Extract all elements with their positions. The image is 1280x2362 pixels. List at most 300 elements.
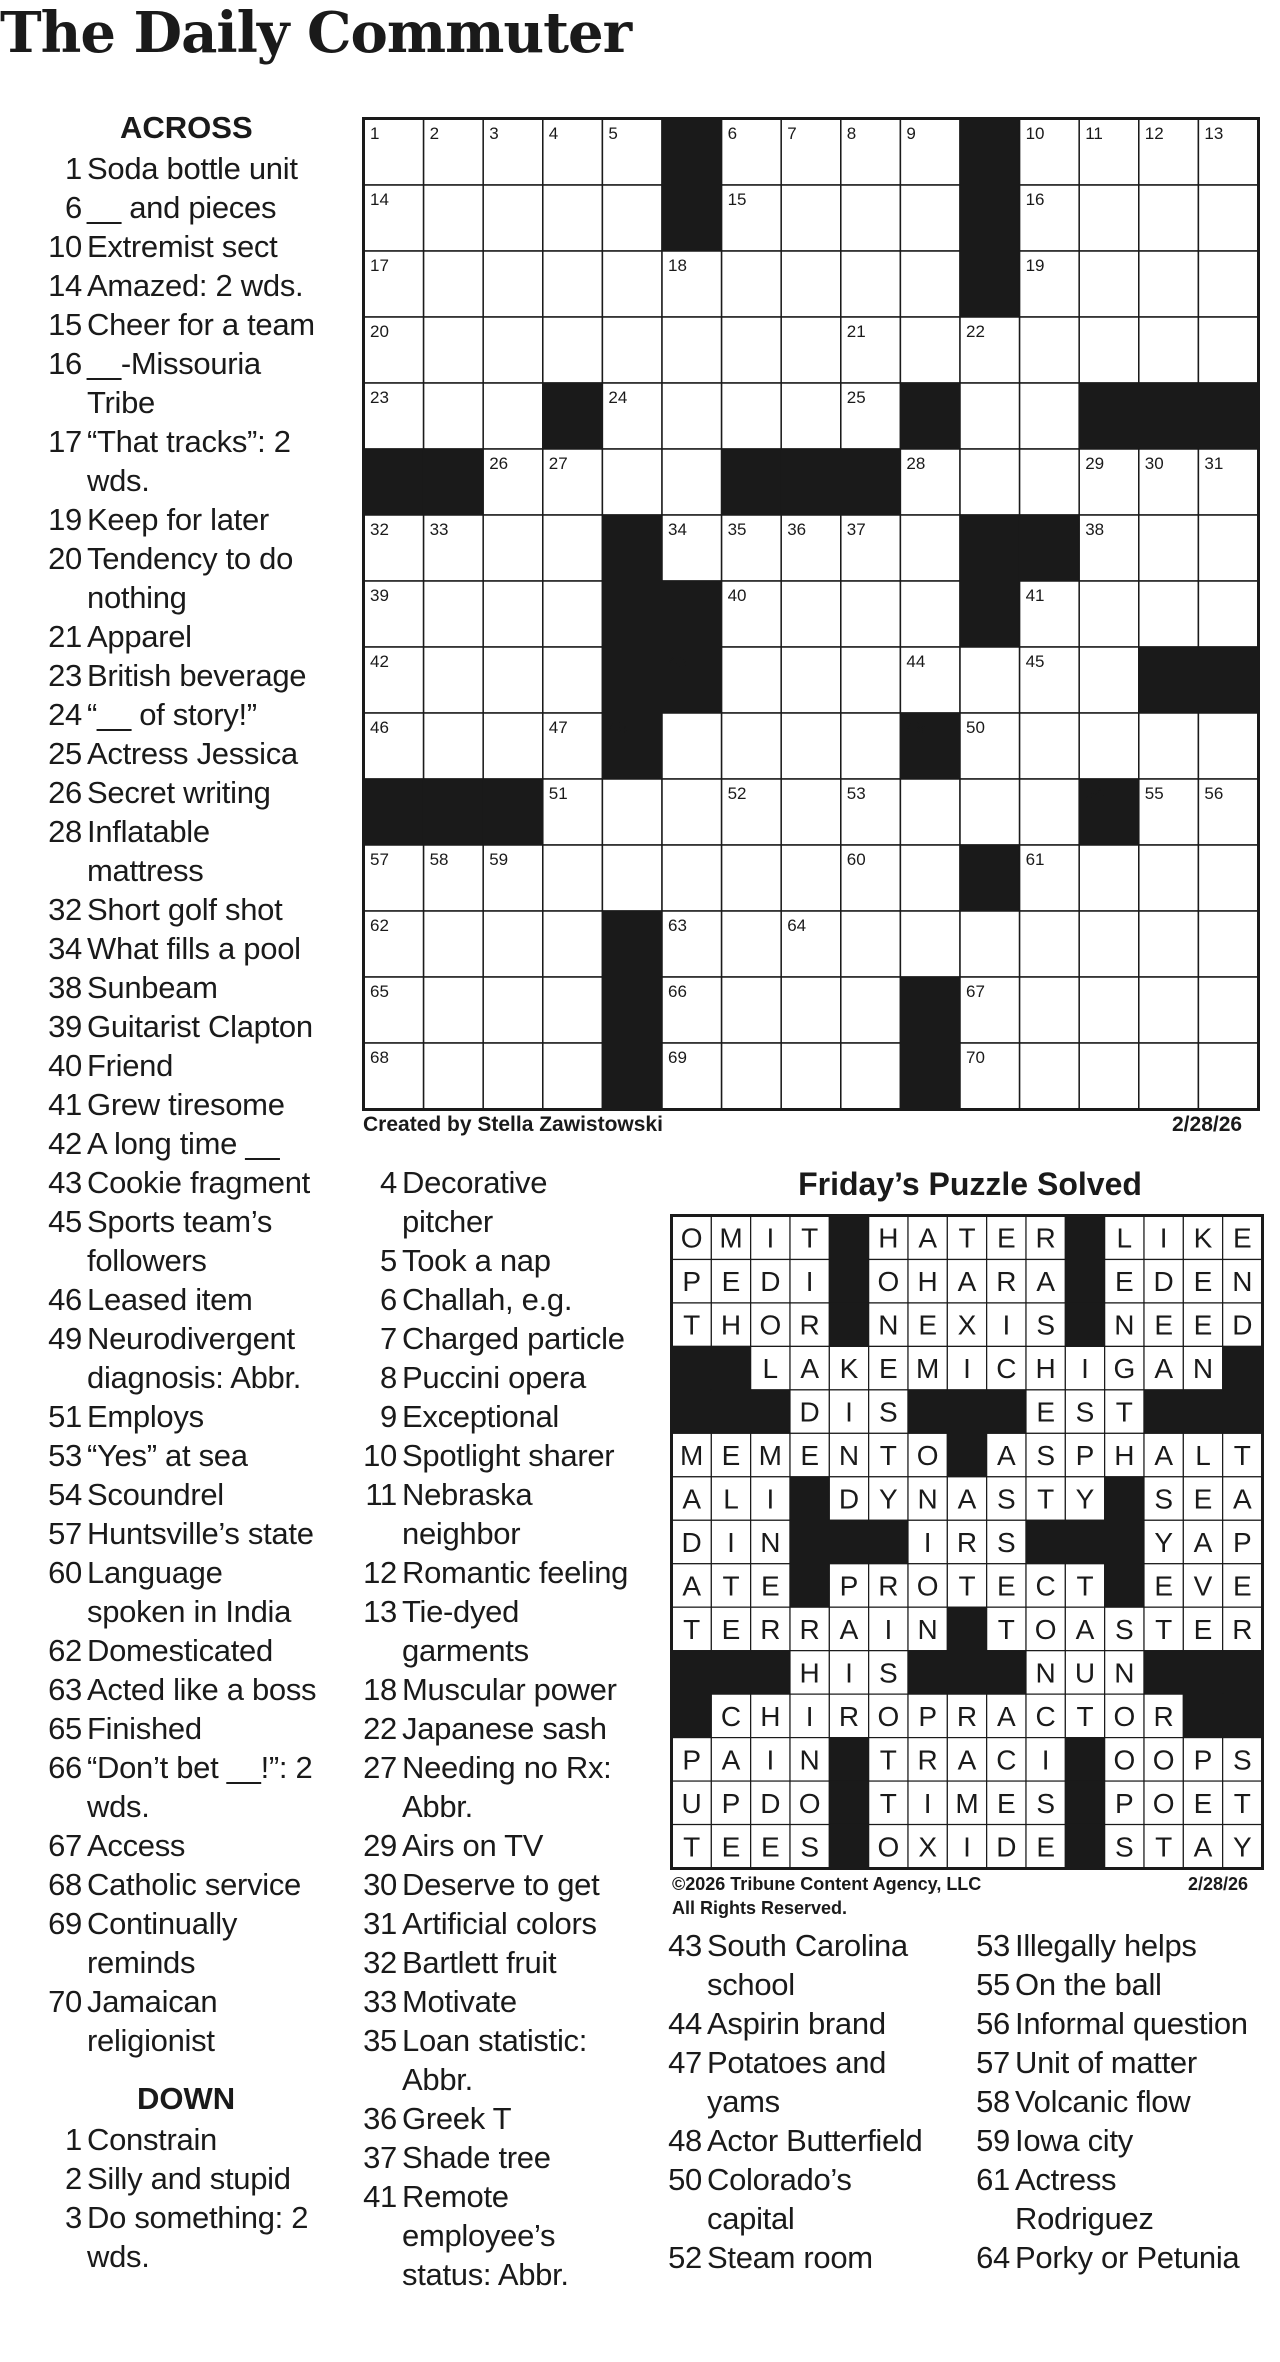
solution-black-square <box>829 1259 868 1302</box>
grid-cell[interactable] <box>1020 911 1080 977</box>
grid-cell[interactable] <box>900 317 960 383</box>
clue-number: 19 <box>48 502 82 537</box>
grid-cell[interactable] <box>960 779 1020 845</box>
grid-cell[interactable] <box>1139 845 1199 911</box>
solution-letter: D <box>681 1527 702 1558</box>
clue-down-c-52[interactable] <box>660 2238 873 2277</box>
grid-cell[interactable] <box>722 647 782 713</box>
crossword-grid-svg[interactable] <box>362 117 1260 1111</box>
grid-cell[interactable] <box>662 779 722 845</box>
solution-black-square <box>869 1520 908 1563</box>
grid-cell[interactable] <box>602 779 662 845</box>
solution-letter: A <box>1154 1440 1174 1472</box>
clue-down-b-32[interactable] <box>355 1943 556 1982</box>
grid-cell[interactable] <box>841 977 901 1043</box>
clue-text-continued: religionist <box>87 2023 215 2058</box>
solution-letter: I <box>923 1527 932 1558</box>
clue-down-a-1[interactable] <box>40 2120 217 2159</box>
clue-text: On the ball <box>1015 1967 1162 2002</box>
grid-cell[interactable] <box>543 251 603 317</box>
black-square <box>602 911 662 977</box>
clue-down-d-57[interactable] <box>968 2043 1197 2082</box>
grid-cell[interactable] <box>1139 515 1199 581</box>
clue-across-49[interactable] <box>40 1319 301 1397</box>
solution-letter: O <box>877 1266 900 1298</box>
clue-text-continued: wds. <box>87 463 150 498</box>
clue-text-continued: garments <box>402 1633 529 1668</box>
grid-cell[interactable] <box>1139 251 1199 317</box>
grid-cell[interactable] <box>1198 845 1258 911</box>
grid-cell[interactable] <box>543 845 603 911</box>
grid-cell[interactable] <box>424 251 484 317</box>
grid-cell[interactable] <box>1198 581 1258 647</box>
black-square <box>1198 647 1258 713</box>
grid-cell[interactable] <box>543 581 603 647</box>
grid-cell[interactable] <box>722 383 782 449</box>
clue-across-32[interactable] <box>40 890 282 929</box>
black-square <box>960 119 1020 185</box>
clue-across-41[interactable] <box>40 1085 285 1124</box>
grid-cell[interactable] <box>900 911 960 977</box>
solution-letter: E <box>760 1831 780 1863</box>
black-square <box>602 977 662 1043</box>
grid-cell[interactable] <box>722 977 782 1043</box>
solution-letter: R <box>838 1700 860 1732</box>
clue-text: Apparel <box>87 619 192 654</box>
grid-cell[interactable] <box>1020 779 1080 845</box>
grid-cell[interactable] <box>900 185 960 251</box>
clue-down-b-9[interactable] <box>355 1397 559 1436</box>
solution-letter: I <box>1081 1353 1089 1385</box>
grid-cell[interactable] <box>781 779 841 845</box>
clue-number: 65 <box>48 1711 82 1746</box>
clue-across-34[interactable] <box>40 929 301 968</box>
grid-cell[interactable] <box>543 515 603 581</box>
grid-cell[interactable] <box>722 713 782 779</box>
clue-down-d-58[interactable] <box>968 2082 1190 2121</box>
grid-cell[interactable] <box>722 1043 782 1109</box>
clue-down-d-53[interactable] <box>968 1926 1197 1965</box>
grid-cell[interactable] <box>483 185 543 251</box>
grid-cell[interactable] <box>1020 449 1080 515</box>
clue-down-d-56[interactable] <box>968 2004 1248 2043</box>
clue-across-16[interactable] <box>40 344 261 422</box>
grid-cell[interactable] <box>483 383 543 449</box>
grid-cell[interactable] <box>483 251 543 317</box>
clue-down-c-48[interactable] <box>660 2121 922 2160</box>
black-square <box>364 779 424 845</box>
clue-across-53[interactable] <box>40 1436 248 1475</box>
grid-cell[interactable] <box>424 1043 484 1109</box>
grid-cell[interactable] <box>841 713 901 779</box>
crossword-grid[interactable] <box>362 117 1260 1111</box>
clue-across-23[interactable] <box>40 656 306 695</box>
grid-cell[interactable] <box>662 845 722 911</box>
grid-cell[interactable] <box>543 647 603 713</box>
black-square <box>900 1043 960 1109</box>
clue-down-b-18[interactable] <box>355 1670 617 1709</box>
grid-cell[interactable] <box>602 317 662 383</box>
clue-down-b-13[interactable] <box>355 1592 529 1670</box>
grid-cell[interactable] <box>841 185 901 251</box>
clue-across-21[interactable] <box>40 617 192 656</box>
grid-cell[interactable] <box>662 449 722 515</box>
clue-down-b-27[interactable] <box>355 1748 612 1826</box>
clue-down-b-10[interactable] <box>355 1436 614 1475</box>
cell-number: 27 <box>548 454 568 473</box>
grid-cell[interactable] <box>1198 317 1258 383</box>
grid-cell[interactable] <box>781 383 841 449</box>
cell-number: 50 <box>966 718 985 737</box>
grid-cell[interactable] <box>900 581 960 647</box>
solution-letter: A <box>1154 1353 1174 1385</box>
grid-cell[interactable] <box>1139 581 1199 647</box>
clue-down-b-37[interactable] <box>355 2138 551 2177</box>
clue-down-b-7[interactable] <box>355 1319 625 1358</box>
clue-down-b-8[interactable] <box>355 1358 586 1397</box>
grid-cell[interactable] <box>424 647 484 713</box>
grid-cell[interactable] <box>960 383 1020 449</box>
clue-down-c-44[interactable] <box>660 2004 886 2043</box>
grid-cell[interactable] <box>1079 977 1139 1043</box>
clue-across-17[interactable] <box>40 422 291 500</box>
grid-cell[interactable] <box>1139 185 1199 251</box>
solution-letter: T <box>1076 1700 1094 1732</box>
grid-cell[interactable] <box>1079 713 1139 779</box>
clue-across-45[interactable] <box>40 1202 272 1280</box>
clue-across-43[interactable] <box>40 1163 310 1202</box>
grid-cell[interactable] <box>1198 1043 1258 1109</box>
grid-cell[interactable] <box>1020 713 1080 779</box>
grid-cell[interactable] <box>1020 383 1080 449</box>
solution-black-square <box>1026 1520 1065 1563</box>
clue-down-b-31[interactable] <box>355 1904 597 1943</box>
grid-cell[interactable] <box>1139 713 1199 779</box>
grid-cell[interactable] <box>602 251 662 317</box>
clue-number: 17 <box>48 424 82 459</box>
grid-cell[interactable] <box>781 251 841 317</box>
grid-cell[interactable] <box>900 779 960 845</box>
clue-down-a-3[interactable] <box>40 2198 308 2276</box>
clue-text: Actor Butterfield <box>707 2123 923 2158</box>
grid-cell[interactable] <box>602 449 662 515</box>
grid-cell[interactable] <box>1079 251 1139 317</box>
grid-cell[interactable] <box>1079 911 1139 977</box>
clue-across-28[interactable] <box>40 812 210 890</box>
clue-number: 13 <box>363 1594 397 1629</box>
clue-down-b-41[interactable] <box>355 2177 569 2294</box>
grid-cell[interactable] <box>1139 1043 1199 1109</box>
clue-across-54[interactable] <box>40 1475 224 1514</box>
clue-across-40[interactable] <box>40 1046 173 1085</box>
grid-cell[interactable] <box>483 317 543 383</box>
grid-cell[interactable] <box>483 713 543 779</box>
grid-cell[interactable] <box>1079 1043 1139 1109</box>
solution-black-square <box>1223 1346 1262 1389</box>
cell-number: 4 <box>548 124 559 143</box>
clue-across-60[interactable] <box>40 1553 291 1631</box>
clue-text: Puccini opera <box>402 1360 586 1395</box>
clue-down-b-36[interactable] <box>355 2099 511 2138</box>
solution-letter: I <box>845 1396 853 1428</box>
grid-cell[interactable] <box>1139 317 1199 383</box>
cell-number: 34 <box>668 520 687 539</box>
grid-cell[interactable] <box>722 317 782 383</box>
solution-letter: A <box>918 1222 938 1254</box>
clue-across-39[interactable] <box>40 1007 313 1046</box>
clue-number: 41 <box>363 2179 397 2214</box>
black-square <box>662 581 722 647</box>
grid-cell[interactable] <box>960 647 1020 713</box>
grid-cell[interactable] <box>841 581 901 647</box>
clue-text: Iowa city <box>1015 2123 1133 2158</box>
black-square <box>1139 383 1199 449</box>
grid-cell[interactable] <box>602 845 662 911</box>
grid-cell[interactable] <box>483 1043 543 1109</box>
cell-number: 55 <box>1144 784 1164 803</box>
grid-cell[interactable] <box>662 317 722 383</box>
solution-letter: H <box>878 1222 899 1254</box>
clue-across-65[interactable] <box>40 1709 202 1748</box>
solution-black-square <box>1183 1694 1222 1737</box>
clue-down-a-2[interactable] <box>40 2159 291 2198</box>
grid-cell[interactable] <box>483 647 543 713</box>
grid-cell[interactable] <box>424 713 484 779</box>
grid-cell[interactable] <box>841 911 901 977</box>
grid-cell[interactable] <box>841 647 901 713</box>
clue-number: 49 <box>48 1321 82 1356</box>
grid-cell[interactable] <box>1020 1043 1080 1109</box>
grid-cell[interactable] <box>722 251 782 317</box>
solution-letter: O <box>798 1787 821 1819</box>
grid-cell[interactable] <box>900 251 960 317</box>
grid-cell[interactable] <box>483 977 543 1043</box>
grid-cell[interactable] <box>1079 845 1139 911</box>
cell-number: 63 <box>668 916 687 935</box>
grid-cell[interactable] <box>781 317 841 383</box>
clue-text-continued: diagnosis: Abbr. <box>87 1360 302 1395</box>
clue-across-26[interactable] <box>40 773 271 812</box>
grid-cell[interactable] <box>781 185 841 251</box>
clue-down-d-59[interactable] <box>968 2121 1133 2160</box>
clue-text: Loan statistic: <box>402 2023 588 2058</box>
black-square <box>900 977 960 1043</box>
clue-down-c-47[interactable] <box>660 2043 886 2121</box>
clue-down-b-30[interactable] <box>355 1865 599 1904</box>
clue-across-20[interactable] <box>40 539 293 617</box>
grid-cell[interactable] <box>722 845 782 911</box>
clue-across-25[interactable] <box>40 734 298 773</box>
clue-down-c-50[interactable] <box>660 2160 852 2238</box>
grid-cell[interactable] <box>424 383 484 449</box>
grid-cell[interactable] <box>1198 251 1258 317</box>
solution-black-square <box>1105 1520 1144 1563</box>
clue-text: Constrain <box>87 2122 217 2157</box>
clue-text: Sports team’s <box>87 1204 273 1239</box>
grid-cell[interactable] <box>543 911 603 977</box>
grid-cell[interactable] <box>900 845 960 911</box>
solution-letter: O <box>1113 1700 1136 1732</box>
grid-cell[interactable] <box>900 515 960 581</box>
solution-letter: D <box>1232 1309 1253 1341</box>
clue-down-c-43[interactable] <box>660 1926 908 2004</box>
clue-across-66[interactable] <box>40 1748 313 1826</box>
clue-across-63[interactable] <box>40 1670 316 1709</box>
clue-down-b-4[interactable] <box>355 1163 547 1241</box>
solution-letter: O <box>1034 1613 1057 1645</box>
cell-number: 10 <box>1025 124 1045 143</box>
grid-cell[interactable] <box>483 911 543 977</box>
solution-letter: M <box>955 1787 979 1819</box>
solution-black-square <box>947 1433 986 1476</box>
grid-cell[interactable] <box>424 317 484 383</box>
solution-black-square <box>1105 1564 1144 1607</box>
clue-down-b-35[interactable] <box>355 2021 587 2099</box>
grid-cell[interactable] <box>662 383 722 449</box>
grid-cell[interactable] <box>424 977 484 1043</box>
clue-down-b-29[interactable] <box>355 1826 543 1865</box>
solution-letter: S <box>1232 1744 1252 1776</box>
grid-cell[interactable] <box>424 185 484 251</box>
grid-cell[interactable] <box>722 911 782 977</box>
solution-letter: E <box>1193 1613 1213 1645</box>
clue-text: A long time __ <box>87 1126 280 1161</box>
clue-across-42[interactable] <box>40 1124 279 1163</box>
clue-text-continued: neighbor <box>402 1516 521 1551</box>
grid-cell[interactable] <box>424 911 484 977</box>
clue-number: 15 <box>48 307 82 342</box>
clue-across-10[interactable] <box>40 227 277 266</box>
solution-letter: R <box>996 1266 1017 1298</box>
solution-letter: I <box>727 1527 735 1558</box>
cell-number: 44 <box>906 652 926 671</box>
solution-letter: C <box>1035 1570 1056 1602</box>
solution-letter: O <box>759 1309 782 1341</box>
clue-across-46[interactable] <box>40 1280 253 1319</box>
clue-across-67[interactable] <box>40 1826 185 1865</box>
solution-letter: N <box>1192 1353 1214 1385</box>
solution-black-square <box>1183 1651 1222 1694</box>
solution-letter: A <box>839 1613 859 1645</box>
grid-cell[interactable] <box>1198 713 1258 779</box>
clue-across-69[interactable] <box>40 1904 237 1982</box>
grid-cell[interactable] <box>1198 977 1258 1043</box>
clue-across-62[interactable] <box>40 1631 273 1670</box>
grid-cell[interactable] <box>781 647 841 713</box>
clue-text-continued: wds. <box>87 1789 150 1824</box>
clue-across-15[interactable] <box>40 305 315 344</box>
grid-cell[interactable] <box>1139 977 1199 1043</box>
clue-down-b-22[interactable] <box>355 1709 607 1748</box>
clue-across-24[interactable] <box>40 695 257 734</box>
solution-letter: A <box>996 1440 1016 1472</box>
grid-cell[interactable] <box>543 317 603 383</box>
clue-across-70[interactable] <box>40 1982 217 2060</box>
clue-across-14[interactable] <box>40 266 303 305</box>
solution-black-square <box>829 1303 868 1346</box>
solution-black-square <box>1223 1390 1262 1433</box>
clue-number: 41 <box>48 1087 82 1122</box>
solution-date: 2/28/26 <box>1188 1874 1249 1894</box>
clue-down-d-55[interactable] <box>968 1965 1162 2004</box>
grid-cell[interactable] <box>543 1043 603 1109</box>
grid-cell[interactable] <box>543 185 603 251</box>
grid-cell[interactable] <box>960 911 1020 977</box>
grid-cell[interactable] <box>1079 581 1139 647</box>
clue-across-68[interactable] <box>40 1865 301 1904</box>
grid-cell[interactable] <box>960 449 1020 515</box>
black-square <box>364 449 424 515</box>
clue-number: 68 <box>48 1867 82 1902</box>
clue-across-1[interactable] <box>40 149 298 188</box>
clue-down-b-5[interactable] <box>355 1241 551 1280</box>
grid-cell[interactable] <box>1079 185 1139 251</box>
grid-cell[interactable] <box>1198 515 1258 581</box>
grid-cell[interactable] <box>1198 185 1258 251</box>
solution-letter: A <box>1193 1527 1213 1558</box>
grid-cell[interactable] <box>1139 911 1199 977</box>
black-square <box>602 647 662 713</box>
solution-black-square <box>1144 1390 1183 1433</box>
clue-across-19[interactable] <box>40 500 269 539</box>
clue-down-b-33[interactable] <box>355 1982 517 2021</box>
grid-cell[interactable] <box>781 713 841 779</box>
grid-cell[interactable] <box>1020 317 1080 383</box>
clue-across-6[interactable] <box>40 188 276 227</box>
grid-cell[interactable] <box>781 581 841 647</box>
grid-cell[interactable] <box>1198 911 1258 977</box>
clue-number: 35 <box>363 2023 397 2058</box>
cell-number: 70 <box>966 1048 985 1067</box>
grid-cell[interactable] <box>602 185 662 251</box>
grid-cell[interactable] <box>1079 647 1139 713</box>
clue-down-b-12[interactable] <box>355 1553 628 1592</box>
solution-letter: S <box>1036 1787 1056 1819</box>
grid-cell[interactable] <box>483 581 543 647</box>
clue-down-b-6[interactable] <box>355 1280 572 1319</box>
clue-down-d-61[interactable] <box>968 2160 1154 2238</box>
solution-black-square <box>829 1520 868 1563</box>
black-square <box>424 449 484 515</box>
solution-letter: E <box>1114 1266 1134 1298</box>
clue-across-38[interactable] <box>40 968 218 1007</box>
grid-cell[interactable] <box>1020 977 1080 1043</box>
grid-cell[interactable] <box>841 251 901 317</box>
clue-text: Friend <box>87 1048 174 1083</box>
grid-cell[interactable] <box>841 1043 901 1109</box>
clue-across-51[interactable] <box>40 1397 204 1436</box>
clue-down-d-64[interactable] <box>968 2238 1239 2277</box>
solution-letter: I <box>963 1353 971 1385</box>
clue-down-b-11[interactable] <box>355 1475 532 1553</box>
grid-cell[interactable] <box>543 977 603 1043</box>
grid-cell[interactable] <box>662 713 722 779</box>
cell-number: 69 <box>668 1048 687 1067</box>
grid-cell[interactable] <box>781 1043 841 1109</box>
clue-number: 31 <box>363 1906 397 1941</box>
clue-across-57[interactable] <box>40 1514 314 1553</box>
solution-black-square <box>1065 1520 1104 1563</box>
grid-cell[interactable] <box>483 515 543 581</box>
grid-cell[interactable] <box>781 977 841 1043</box>
cell-number: 36 <box>787 520 807 539</box>
grid-cell[interactable] <box>424 581 484 647</box>
solution-letter: E <box>996 1787 1016 1819</box>
grid-cell[interactable] <box>1079 317 1139 383</box>
clue-number: 69 <box>48 1906 82 1941</box>
solution-letter: S <box>1036 1440 1056 1472</box>
grid-cell[interactable] <box>781 845 841 911</box>
